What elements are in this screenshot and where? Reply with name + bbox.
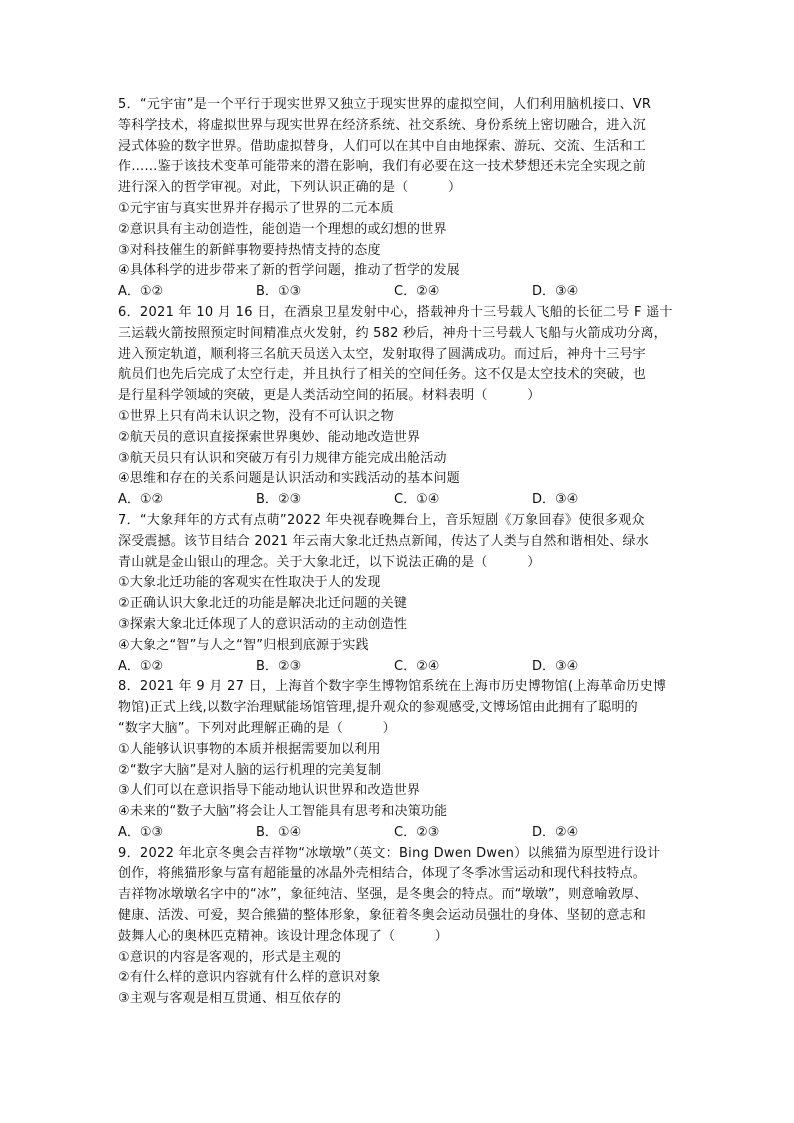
statement: ③对科技催生的新鲜事物要持热情支持的态度 — [118, 242, 381, 258]
question-stem-line: 9．2022 年北京冬奥会吉祥物“冰墩墩”（英文：Bing Dwen Dwen）以熊猫为原型进行设计 — [118, 845, 661, 861]
question-9 — [118, 844, 704, 1010]
question-stem-line: 创作，将熊猫形象与富有超能量的冰晶外壳相结合，体现了冬季冰雪运动和现代科技特点。 — [118, 866, 647, 882]
statement: ①大象北迁功能的客观实在性取决于人的发现 — [118, 575, 381, 591]
option-a: A．①③ — [118, 824, 164, 840]
option-a: A．①② — [118, 492, 164, 508]
statement: ①意识的内容是客观的，形式是主观的 — [118, 949, 342, 965]
question-5 — [118, 95, 704, 303]
question-8 — [118, 677, 704, 843]
answer-options — [118, 823, 704, 844]
question-stem-line: 7．“大象拜年的方式有点萌”2022 年央视春晚舞台上，音乐短剧《万象回春》使很多观众 — [118, 512, 645, 528]
option-c: C．①④ — [394, 492, 440, 508]
statement: ③航天员只有认识和突破万有引力规律方能完成出舱活动 — [118, 450, 447, 466]
statement: ①世界上只有尚未认识之物，没有不可认识之物 — [118, 408, 394, 424]
option-b: B．①③ — [256, 284, 302, 300]
question-stem-line: 等科学技术，将虚拟世界与现实世界在经济系统、社交系统、身份系统上密切融合，进入沉 — [118, 117, 647, 133]
statement: ④思维和存在的关系问题是认识活动和实践活动的基本问题 — [118, 471, 460, 487]
question-stem-line: 航员们也先后完成了太空行走，并且执行了相关的空间任务。这不仅是太空技术的突破，也 — [118, 367, 647, 383]
question-stem-line: “数字大脑”。下列对此理解正确的是（ ） — [118, 720, 396, 736]
statement: ①人能够认识事物的本质并根据需要加以利用 — [118, 741, 381, 757]
option-b: B．①④ — [256, 824, 302, 840]
statement: ②意识具有主动创造性，能创造一个理想的或幻想的世界 — [118, 221, 447, 237]
statement: ④未来的“数子大脑”将会让人工智能具有思考和决策功能 — [118, 804, 448, 820]
option-b: B．②③ — [256, 492, 302, 508]
question-stem-line: 健康、活泼、可爱，契合熊猫的整体形象，象征着冬奥会运动员强壮的身体、坚韧的意志和 — [118, 908, 647, 924]
option-b: B．②③ — [256, 658, 302, 674]
question-stem-line: 8．2021 年 9 月 27 日，上海首个数字孪生博物馆系统在上海市历史博物馆(上海革命历史博 — [118, 679, 667, 695]
question-6 — [118, 303, 704, 511]
option-d: D．②④ — [532, 824, 579, 840]
statement: ④具体科学的进步带来了新的哲学问题，推动了哲学的发展 — [118, 263, 460, 279]
statement: ①元宇宙与真实世界并存揭示了世界的二元本质 — [118, 200, 394, 216]
question-stem-line: 吉祥物冰墩墩名字中的“冰”，象征纯洁、坚强，是冬奥会的特点。而“墩墩”，则意喻敦厚、 — [118, 887, 648, 903]
statement: ④大象之“智”与人之“智”归根到底源于实践 — [118, 637, 369, 653]
statement: ③探索大象北迁体现了人的意识活动的主动创造性 — [118, 616, 408, 632]
question-stem-line: 浸式体验的数字世界。借助虚拟替身，人们可以在其中自由地探索、游玩、交流、生活和工 — [118, 138, 647, 154]
option-d: D．③④ — [532, 492, 579, 508]
statement: ②航天员的意识直接探索世界奥妙、能动地改造世界 — [118, 429, 421, 445]
question-stem-line: 进行深入的哲学审视。对此，下列认识正确的是（ ） — [118, 180, 462, 196]
option-a: A．①② — [118, 658, 164, 674]
statement: ②“数字大脑”是对人脑的运行机理的完美复制 — [118, 762, 382, 778]
question-stem-line: 6．2021 年 10 月 16 日，在酒泉卫星发射中心，搭载神舟十三号载人飞船的长征二号 F 遥十 — [118, 304, 673, 320]
statement: ②正确认识大象北迁的功能是解决北迁问题的关键 — [118, 596, 408, 612]
question-stem-line: 5．“元宇宙”是一个平行于现实世界又独立于现实世界的虚拟空间，人们利用脑机接口、VR — [118, 97, 652, 112]
question-stem-line: 青山就是金山银山的理念。关于大象北迁，以下说法正确的是（ ） — [118, 554, 541, 570]
question-stem-line: 是行星科学领域的突破，更是人类活动空间的拓展。材料表明（ ） — [118, 388, 541, 404]
option-a: A．①② — [118, 284, 164, 300]
option-c: C．②④ — [394, 658, 440, 674]
question-stem-line: 进入预定轨道，顺利将三名航天员送入太空，发射取得了圆满成功。而过后，神舟十三号宇 — [118, 346, 647, 362]
answer-options — [118, 282, 704, 303]
statement: ③主观与客观是相互贯通、相互依存的 — [118, 991, 342, 1007]
statement: ②有什么样的意识内容就有什么样的意识对象 — [118, 970, 381, 986]
question-stem-line: 三运载火箭按照预定时间精准点火发射，约 582 秒后，神舟十三号载人飞船与火箭成功分离， — [118, 325, 667, 341]
answer-options — [118, 657, 704, 678]
statement: ③人们可以在意识指导下能动地认识世界和改造世界 — [118, 783, 421, 799]
question-stem-line: 深受震撼。该节目结合 2021 年云南大象北迁热点新闻，传达了人类与自然和谐相处、绿水 — [118, 533, 649, 549]
option-c: C．②③ — [394, 824, 440, 840]
option-c: C．②④ — [394, 284, 440, 300]
option-d: D．③④ — [532, 284, 579, 300]
question-stem-line: 物馆)正式上线,以数字治理赋能场馆管理,提升观众的参观感受,文博场馆由此拥有了聪明的 — [118, 700, 638, 716]
answer-options — [118, 490, 704, 511]
option-d: D．③④ — [532, 658, 579, 674]
question-stem-line: 鼓舞人心的奥林匹克精神。该设计理念体现了（ ） — [118, 928, 449, 944]
question-stem-line: 作……鉴于该技术变革可能带来的潜在影响，我们有必要在这一技术梦想还未完全实现之前 — [118, 159, 647, 175]
question-7 — [118, 511, 704, 677]
